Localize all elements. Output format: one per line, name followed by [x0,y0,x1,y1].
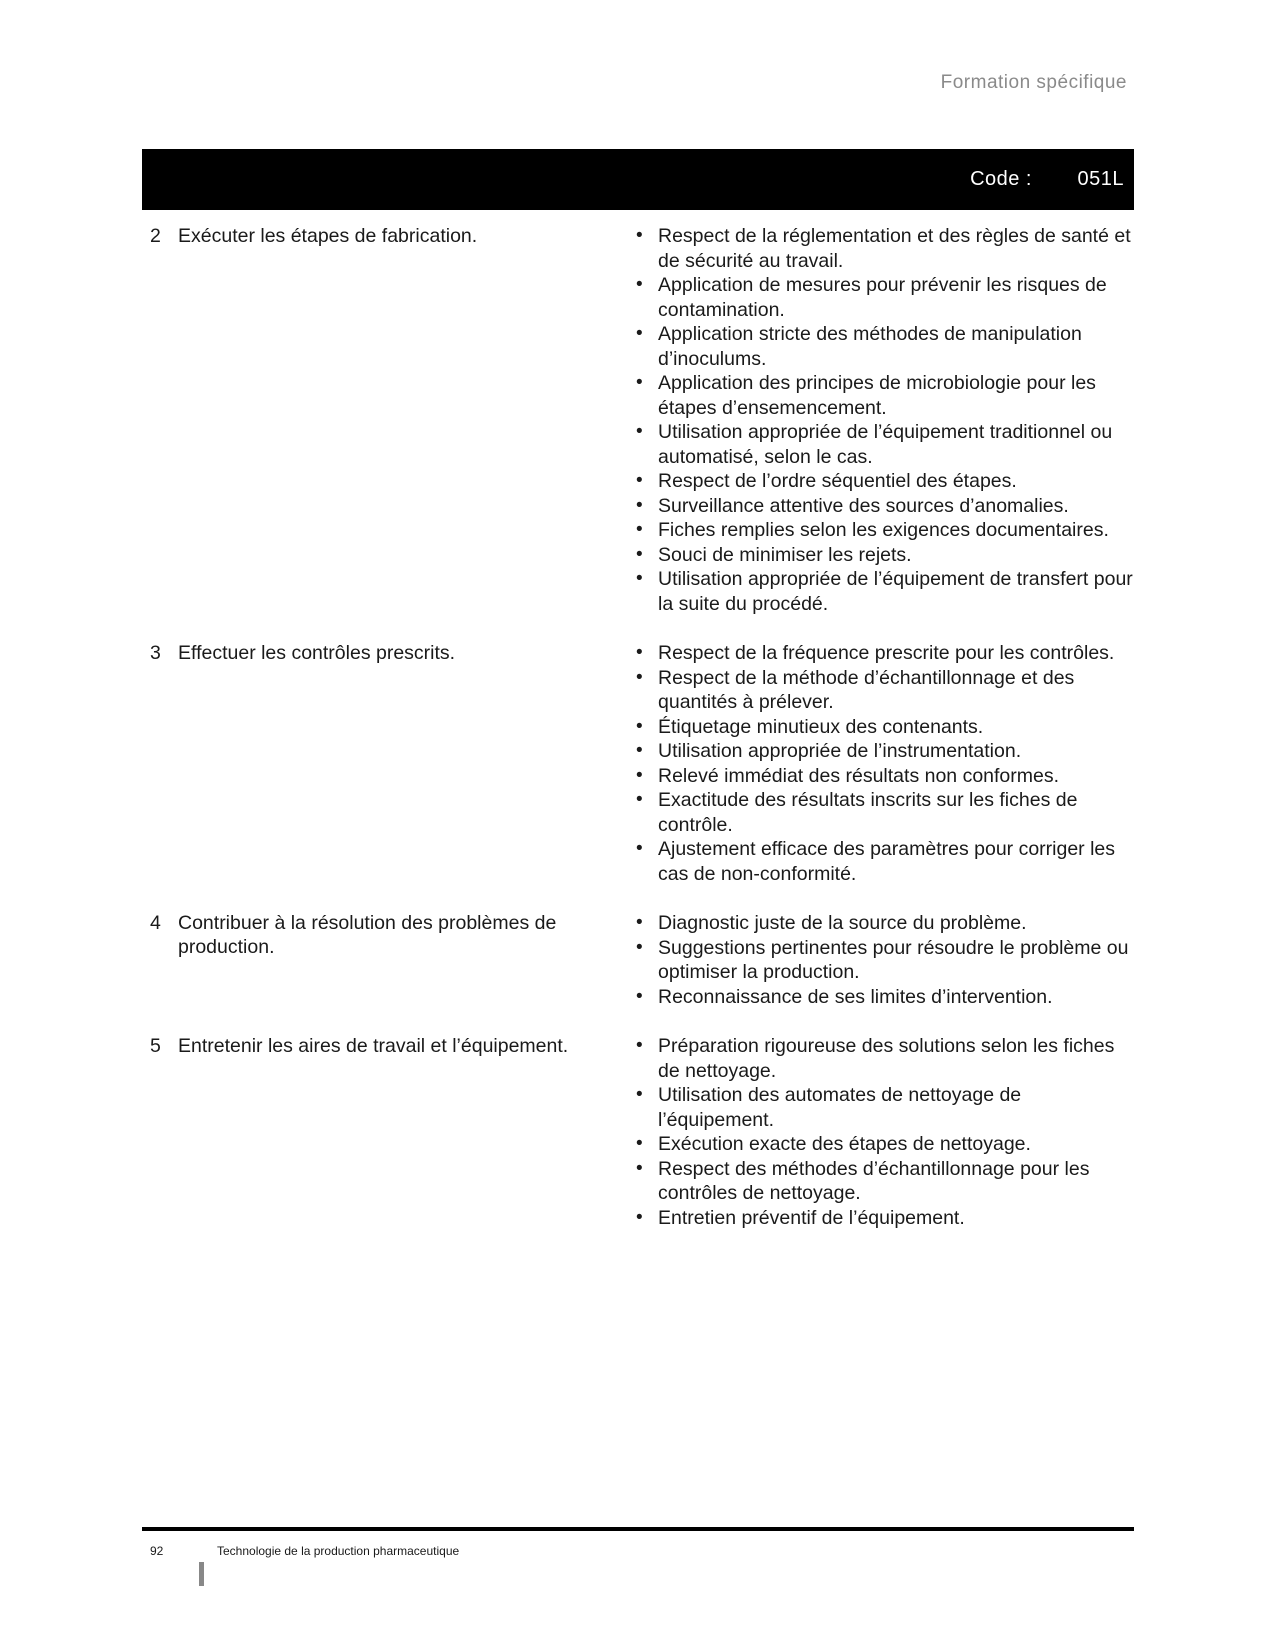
criteria-item: • Application des principes de microbiologie pour les étapes d’ensemencement. [632,371,1134,420]
criteria-cell [632,1034,1134,1230]
criteria-item: • Fiches remplies selon les exigences documentaires. [632,518,1134,543]
criteria-item: • Souci de minimiser les rejets. [632,543,1134,568]
criteria-list [632,641,1134,886]
element-number: 3 [150,642,161,664]
element-cell [142,641,632,886]
criteria-list [632,911,1134,1009]
element-text: Effectuer les contrôles prescrits. [178,642,456,664]
footer-title: Technologie de la production pharmaceutique [217,1544,460,1558]
criteria-item: • Utilisation appropriée de l’instrumentation. [632,739,1134,764]
criteria-item: • Respect de la fréquence prescrite pour les contrôles. [632,641,1134,666]
criteria-item: • Exécution exacte des étapes de nettoyage. [632,1132,1134,1157]
table-row [142,641,1134,886]
criteria-list [632,224,1134,616]
element-number: 2 [150,225,161,247]
criteria-item: • Surveillance attentive des sources d’anomalies. [632,494,1134,519]
element-cell [142,911,632,1009]
code-value: 051L [1077,168,1124,190]
code-bar [142,149,1134,210]
competency-table [142,224,1134,1255]
criteria-item: • Respect de la réglementation et des règles de santé et de sécurité au travail. [632,224,1134,273]
criteria-item: • Utilisation des automates de nettoyage de l’équipement. [632,1083,1134,1132]
criteria-item: • Suggestions pertinentes pour résoudre le problème ou optimiser la production. [632,936,1134,985]
code-label: Code : [970,168,1032,190]
element-text: Exécuter les étapes de fabrication. [178,225,478,247]
footer-marker [199,1562,204,1586]
criteria-cell [632,224,1134,616]
criteria-cell [632,911,1134,1009]
criteria-cell [632,641,1134,886]
criteria-item: • Reconnaissance de ses limites d’intervention. [632,985,1134,1010]
criteria-item: • Ajustement efficace des paramètres pour corriger les cas de non-conformité. [632,837,1134,886]
criteria-list [632,1034,1134,1230]
criteria-item: • Respect de la méthode d’échantillonnage et des quantités à prélever. [632,666,1134,715]
element-number: 4 [150,912,161,934]
criteria-item: • Entretien préventif de l’équipement. [632,1206,1134,1231]
criteria-item: • Utilisation appropriée de l’équipement de transfert pour la suite du procédé. [632,567,1134,616]
table-row [142,911,1134,1009]
criteria-item: • Utilisation appropriée de l’équipement traditionnel ou automatisé, selon le cas. [632,420,1134,469]
page-number: 92 [150,1544,164,1558]
criteria-item: • Respect de l’ordre séquentiel des étapes. [632,469,1134,494]
element-text: Contribuer à la résolution des problèmes de production. [178,912,557,958]
element-text: Entretenir les aires de travail et l’équipement. [178,1035,569,1057]
criteria-item: • Préparation rigoureuse des solutions selon les fiches de nettoyage. [632,1034,1134,1083]
element-cell [142,224,632,616]
footer-rule [142,1527,1134,1531]
element-number: 5 [150,1035,161,1057]
criteria-item: • Application stricte des méthodes de manipulation d’inoculums. [632,322,1134,371]
element-cell [142,1034,632,1230]
criteria-item: • Étiquetage minutieux des contenants. [632,715,1134,740]
criteria-item: • Exactitude des résultats inscrits sur les fiches de contrôle. [632,788,1134,837]
table-row [142,1034,1134,1230]
criteria-item: • Application de mesures pour prévenir les risques de contamination. [632,273,1134,322]
table-row [142,224,1134,616]
criteria-item: • Diagnostic juste de la source du problème. [632,911,1134,936]
criteria-item: • Respect des méthodes d’échantillonnage pour les contrôles de nettoyage. [632,1157,1134,1206]
section-title: Formation spécifique [940,72,1127,93]
criteria-item: • Relevé immédiat des résultats non conformes. [632,764,1134,789]
